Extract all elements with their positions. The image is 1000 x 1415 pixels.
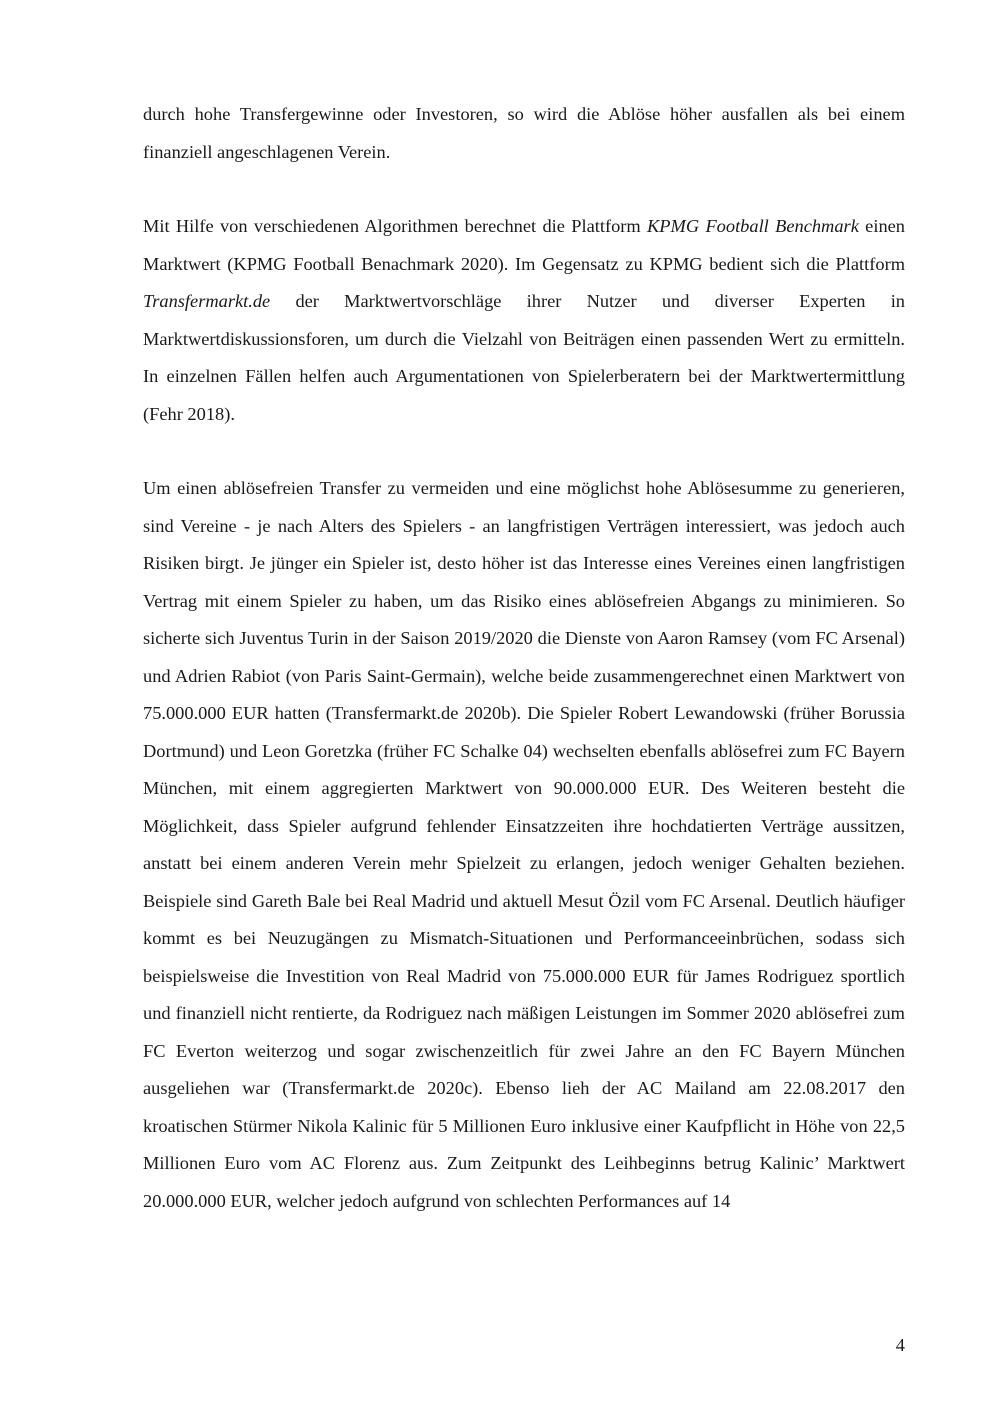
platform-name-transfermarkt: Transfermarkt.de: [143, 291, 271, 311]
paragraph-1: [143, 96, 905, 171]
document-page-body: [143, 96, 905, 1220]
paragraph-2-text-c: der Marktwertvorschläge ihrer Nutzer und diverser Experten in Marktwertdiskussionsforen, um durch die Vielzahl von Beiträgen einen passenden Wert zu ermitteln. In einzelnen Fällen helfen auch Argumentationen von Spielerberatern bei der Marktwertermittlung (Fehr 2018).: [143, 291, 905, 424]
platform-name-kpmg: KPMG Football Benchmark: [647, 216, 859, 236]
page-number: 4: [895, 1335, 905, 1355]
paragraph-2-text-b: einen Marktwert (KPMG Football Benachmark 2020). Im Gegensatz zu KPMG bedient sich die Plattform: [143, 216, 905, 274]
paragraph-2-text-a: Mit Hilfe von verschiedenen Algorithmen berechnet die Plattform: [143, 216, 648, 236]
paragraph-3: [143, 470, 905, 1220]
paragraph-1-text: durch hohe Transfergewinne oder Investoren, so wird die Ablöse höher ausfallen als bei einem finanziell angeschlagenen Verein.: [143, 104, 905, 162]
paragraph-2: [143, 208, 905, 433]
paragraph-3-text: Um einen ablösefreien Transfer zu vermeiden und eine möglichst hohe Ablösesumme zu generieren, sind Vereine - je nach Alters des Spielers - an langfristigen Verträgen interessiert, was jedoch auch Risiken birgt. Je jünger ein Spieler ist, desto höher ist das Interesse eines Vereines einen langfristigen Vertrag mit einem Spieler zu haben, um das Risiko eines ablösefreien Abgangs zu minimieren. So sicherte sich Juventus Turin in der Saison 2019/2020 die Dienste von Aaron Ramsey (vom FC Arsenal) und Adrien Rabiot (von Paris Saint-Germain), welche beide zusammengerechnet einen Marktwert von 75.000.000 EUR hatten (Transfermarkt.de 2020b). Die Spieler Robert Lewandowski (früher Borussia Dortmund) und Leon Goretzka (früher FC Schalke 04) wechselten ebenfalls ablösefrei zum FC Bayern München, mit einem aggregierten Marktwert von 90.000.000 EUR. Des Weiteren besteht die Möglichkeit, dass Spieler aufgrund fehlender Einsatzzeiten ihre hochdatierten Verträge aussitzen, anstatt bei einem anderen Verein mehr Spielzeit zu erlangen, jedoch weniger Gehalten beziehen. Beispiele sind Gareth Bale bei Real Madrid und aktuell Mesut Özil vom FC Arsenal. Deutlich häufiger kommt es bei Neuzugängen zu Mismatch-Situationen und Performanceeinbrüchen, sodass sich beispielsweise die Investition von Real Madrid von 75.000.000 EUR für James Rodriguez sportlich und finanziell nicht rentierte, da Rodriguez nach mäßigen Leistungen im Sommer 2020 ablösefrei zum FC Everton weiterzog und sogar zwischenzeitlich für zwei Jahre an den FC Bayern München ausgeliehen war (Transfermarkt.de 2020c). Ebenso lieh der AC Mailand am 22.08.2017 den kroatischen Stürmer Nikola Kalinic für 5 Millionen Euro inklusive einer Kaufpflicht in Höhe von 22,5 Millionen Euro vom AC Florenz aus. Zum Zeitpunkt des Leihbeginns betrug Kalinic’ Marktwert 20.000.000 EUR, welcher jedoch aufgrund von schlechten Performances auf 14: [143, 478, 905, 1211]
